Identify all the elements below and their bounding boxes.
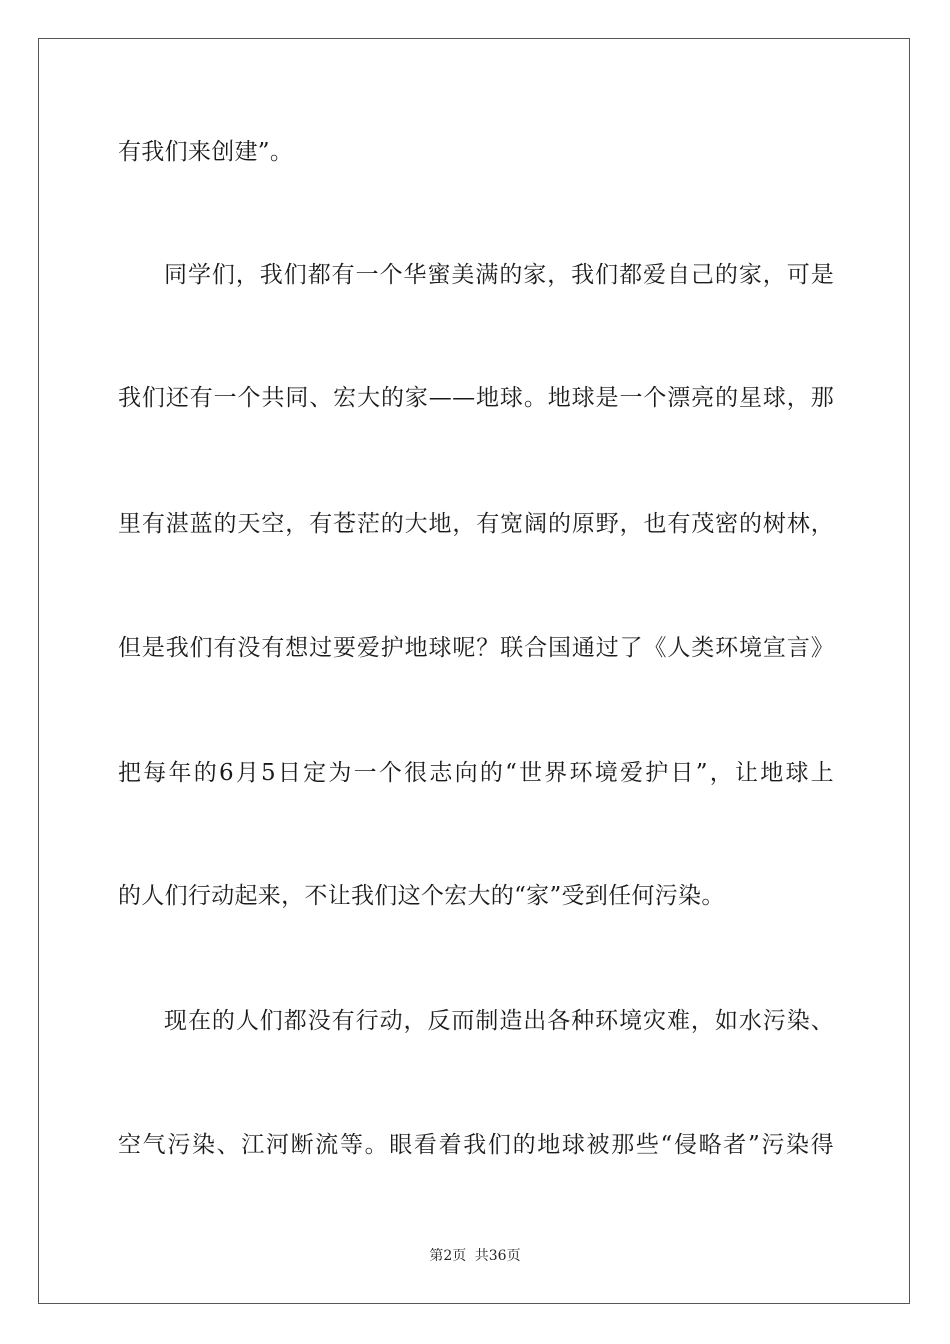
text-line-7: 的人们行动起来，不让我们这个宏大的“家”受到任何污染。 xyxy=(118,883,725,909)
page-total: 共36页 xyxy=(474,1248,521,1264)
page-footer xyxy=(0,1247,950,1265)
text-line-6: 把每年的6月5日定为一个很志向的“世界环境爱护日”，让地球上 xyxy=(118,760,834,786)
text-line-4: 里有湛蓝的天空，有苍茫的大地，有宽阔的原野，也有茂密的树林， xyxy=(118,511,834,537)
text-line-1: 有我们来创建”。 xyxy=(118,139,294,165)
page-border xyxy=(38,38,910,1304)
text-line-2: 同学们，我们都有一个华蜜美满的家，我们都爱自己的家，可是 xyxy=(164,262,834,288)
text-line-8: 现在的人们都没有行动，反而制造出各种环境灾难，如水污染、 xyxy=(164,1008,834,1034)
text-line-9: 空气污染、江河断流等。眼看着我们的地球被那些“侵略者”污染得 xyxy=(118,1132,834,1158)
text-line-5: 但是我们有没有想过要爱护地球呢？联合国通过了《人类环境宣言》 xyxy=(118,635,834,661)
text-line-3: 我们还有一个共同、宏大的家——地球。地球是一个漂亮的星球，那 xyxy=(118,385,834,411)
page-number: 第2页 xyxy=(429,1248,467,1264)
